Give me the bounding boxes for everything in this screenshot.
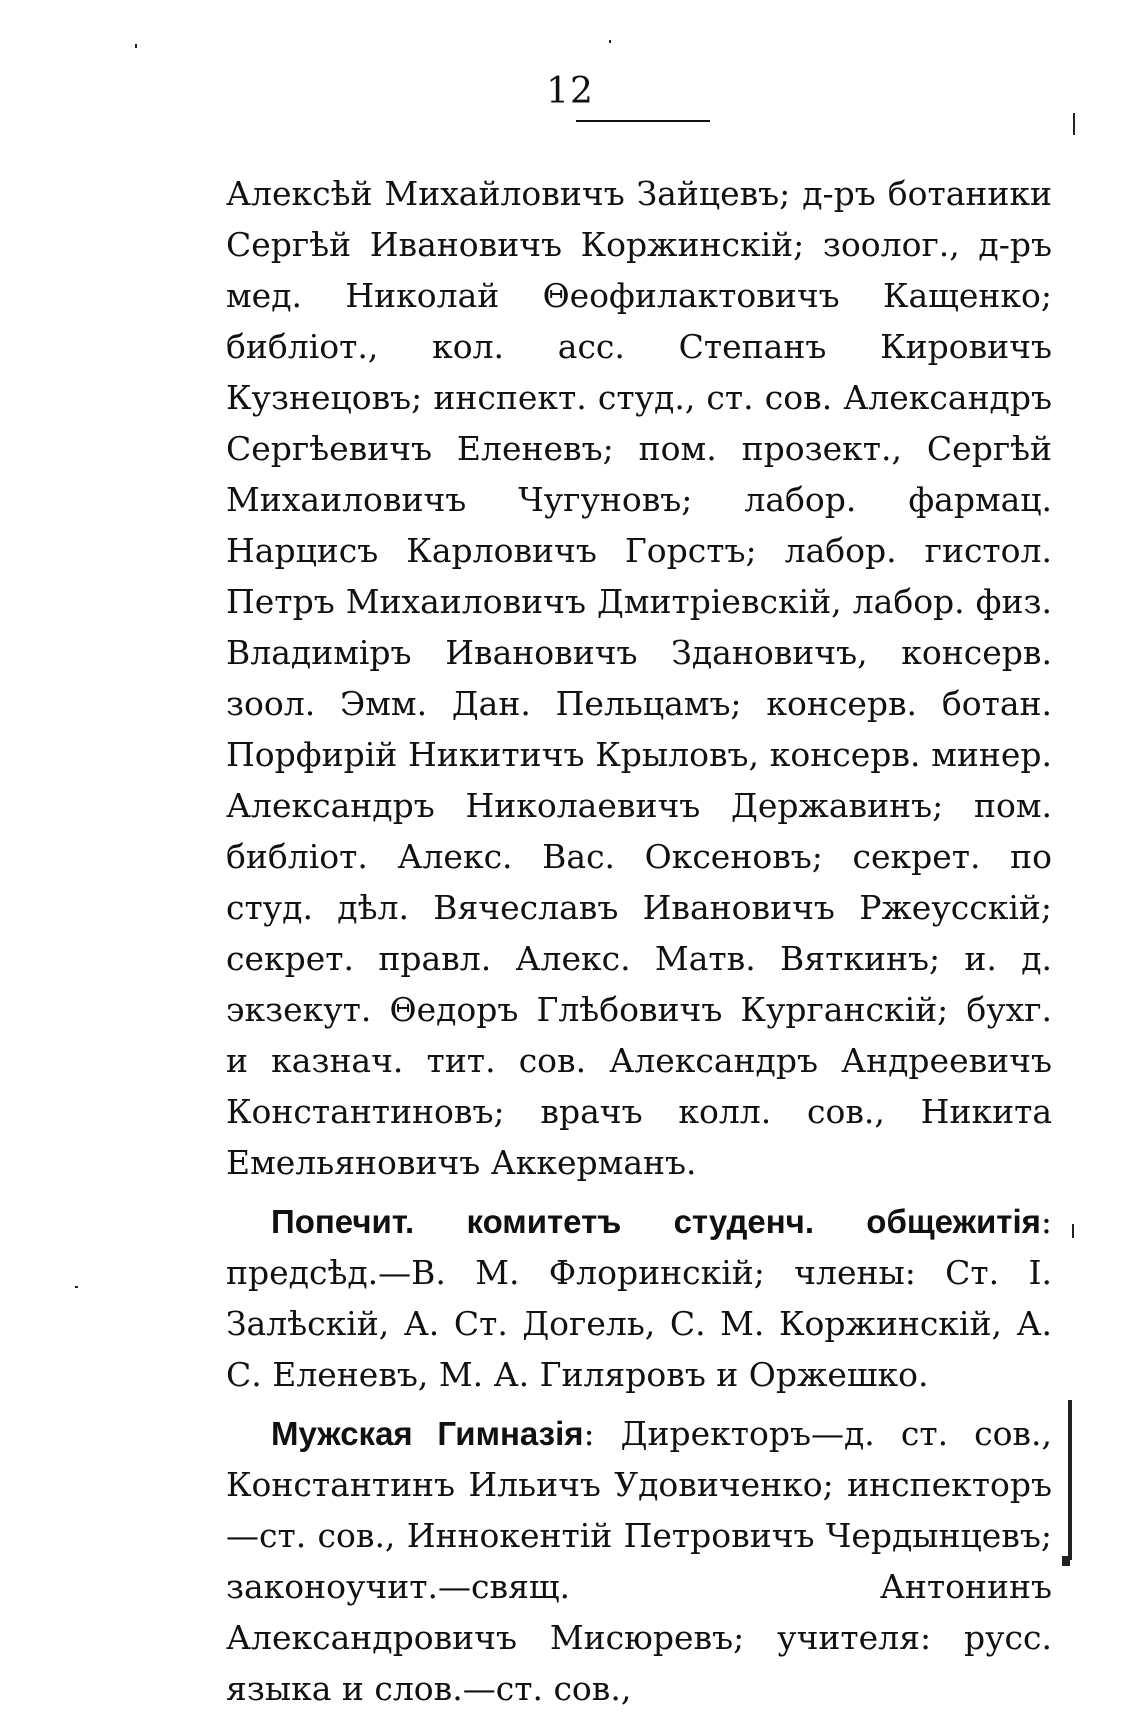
scan-speck: [609, 40, 611, 43]
gymnasium-text: : Директоръ—д. ст. сов., Константинъ Ильичъ Удовиченко; инспекторъ—ст. сов., Иннокентій Петровичъ Чердынцевъ; законоучит.—свящ. Антонинъ Александровичъ Мисюревъ; учителя: русс. языка и слов.—ст. сов.,: [226, 1414, 1052, 1708]
body-text: [226, 168, 1052, 1714]
scan-edge-mark: [1068, 1400, 1072, 1560]
scan-edge-mark: [1062, 1556, 1070, 1566]
gymnasium-heading: Мужская Гимназія: [271, 1415, 584, 1452]
committee-text: : предсѣд.—В. М. Флоринскій; члены: Ст. І. Залѣскій, А. Ст. Догель, С. М. Коржинскій, А. С. Еленевъ, М. А. Гиляровъ и Оржешко.: [226, 1202, 1052, 1394]
scan-speck: [1072, 1224, 1074, 1238]
committee-heading: Попечит. комитетъ студенч. общежитія: [271, 1203, 1041, 1240]
scan-speck: [135, 44, 137, 48]
gymnasium-paragraph: [226, 1408, 1052, 1714]
page-number-rule: [576, 120, 710, 122]
scan-speck: [75, 1286, 78, 1288]
scan-speck: [1073, 113, 1075, 135]
page-number: 12: [546, 71, 594, 112]
committee-paragraph: [226, 1196, 1052, 1400]
staff-paragraph: Алексѣй Михайловичъ Зайцевъ; д-ръ ботаники Сергѣй Ивановичъ Коржинскій; зоолог., д-ръ мед. Николай Θеофилактовичъ Кащенко; библіот., кол. асс. Степанъ Кировичъ Кузнецовъ; инспект. студ., ст. сов. Александръ Сергѣевичъ Еленевъ; пом. прозект., Сергѣй Михаиловичъ Чугуновъ; лабор. фармац. Нарцисъ Карловичъ Горстъ; лабор. гистол. Петръ Михаиловичъ Дмитріевскій, лабор. физ. Владиміръ Ивановичъ Здановичъ, консерв. зоол. Эмм. Дан. Пельцамъ; консерв. ботан. Порфирій Никитичъ Крыловъ, консерв. минер. Александръ Николаевичъ Державинъ; пом. библіот. Алекс. Вас. Оксеновъ; секрет. по студ. дѣл. Вячеславъ Ивановичъ Ржеусскій; секрет. правл. Алекс. Матв. Вяткинъ; и. д. экзекут. Θедоръ Глѣбовичъ Курганскій; бухг. и казнач. тит. сов. Александръ Андреевичъ Константиновъ; врачъ колл. сов., Никита Емельяновичъ Аккерманъ.: [226, 174, 1052, 1182]
